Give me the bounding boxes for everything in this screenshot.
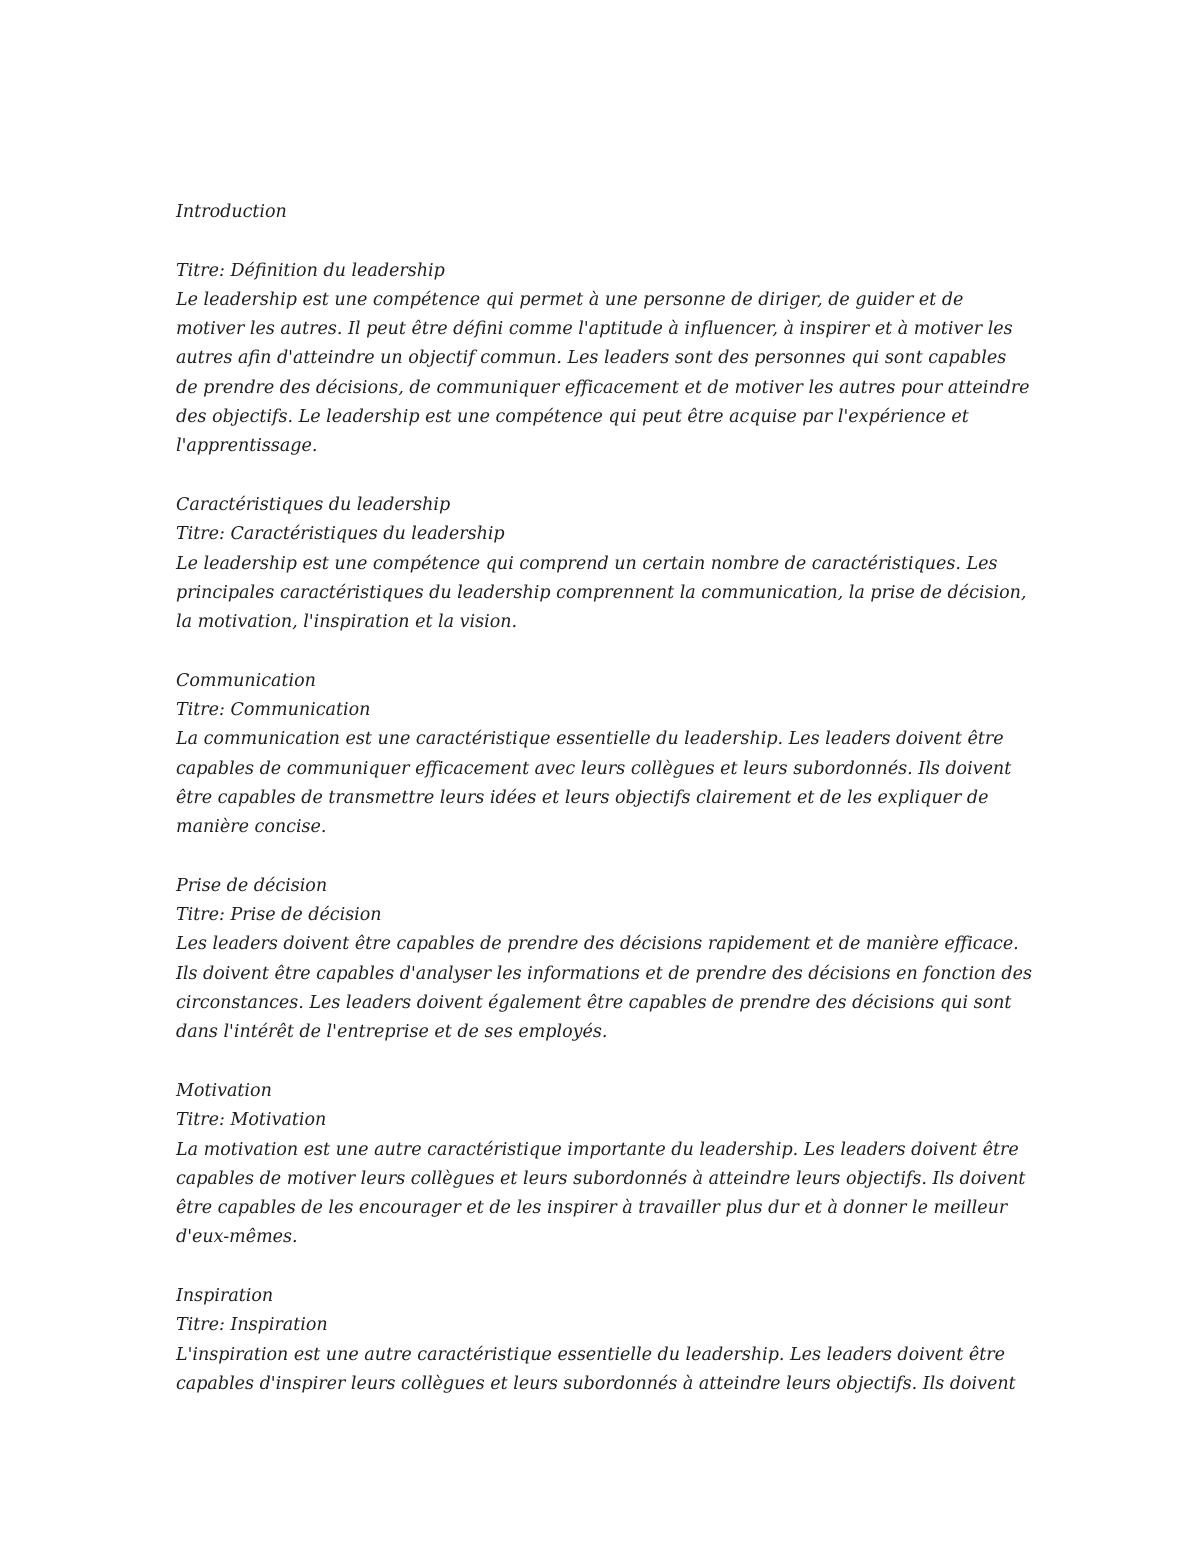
section-communication	[176, 667, 1036, 843]
section-heading: Prise de décision	[176, 875, 328, 896]
section-inspiration	[176, 1282, 1036, 1399]
body-line: l'apprentissage.	[176, 436, 318, 457]
body-line: capables de communiquer efficacement avec leurs collègues et leurs subordonnés. Ils doivent	[176, 758, 1012, 779]
body-line: La motivation est une autre caractéristique importante du leadership. Les leaders doivent être	[176, 1139, 1019, 1160]
body-line: dans l'intérêt de l'entreprise et de ses employés.	[176, 1022, 608, 1043]
section-heading: Inspiration	[176, 1285, 274, 1306]
body-line: Le leadership est une compétence qui comprend un certain nombre de caractéristiques. Les	[176, 553, 998, 574]
body-line: Les leaders doivent être capables de prendre des décisions rapidement et de manière efficace.	[176, 934, 1019, 955]
body-line: autres afin d'atteindre un objectif commun. Les leaders sont des personnes qui sont capables	[176, 348, 1007, 369]
section-heading: Motivation	[176, 1080, 272, 1101]
section-title: Titre: Communication	[176, 700, 371, 721]
section-definition	[176, 257, 1036, 462]
body-line: circonstances. Les leaders doivent également être capables de prendre des décisions qui sont	[176, 993, 1012, 1014]
section-heading: Introduction	[176, 202, 287, 222]
section-title: Titre: Inspiration	[176, 1315, 328, 1336]
body-line: la motivation, l'inspiration et la vision.	[176, 612, 518, 633]
body-line: motiver les autres. Il peut être défini comme l'aptitude à influencer, à inspirer et à motiver les	[176, 319, 1013, 340]
body-line: Le leadership est une compétence qui permet à une personne de diriger, de guider et de	[176, 289, 964, 310]
section-title: Titre: Caractéristiques du leadership	[176, 524, 505, 545]
section-title: Titre: Motivation	[176, 1110, 327, 1131]
body-line: capables de motiver leurs collègues et leurs subordonnés à atteindre leurs objectifs. Ils doivent	[176, 1168, 1026, 1189]
section-title: Titre: Définition du leadership	[176, 260, 445, 281]
section-title: Titre: Prise de décision	[176, 905, 382, 926]
section-motivation	[176, 1077, 1036, 1253]
body-line: être capables de les encourager et de les inspirer à travailler plus dur et à donner le meilleur	[176, 1198, 1008, 1219]
section-heading: Caractéristiques du leadership	[176, 494, 451, 515]
section-caracteristiques	[176, 491, 1036, 637]
body-line: capables d'inspirer leurs collègues et leurs subordonnés à atteindre leurs objectifs. Ils doivent	[176, 1373, 1016, 1394]
body-line: La communication est une caractéristique essentielle du leadership. Les leaders doivent être	[176, 729, 1004, 750]
body-line: L'inspiration est une autre caractéristique essentielle du leadership. Les leaders doivent être	[176, 1344, 1005, 1365]
document-body	[176, 198, 1036, 1428]
section-introduction	[176, 198, 1036, 227]
body-line: de prendre des décisions, de communiquer efficacement et de motiver les autres pour atteindre	[176, 377, 1030, 398]
body-line: des objectifs. Le leadership est une compétence qui peut être acquise par l'expérience et	[176, 407, 969, 428]
body-line: Ils doivent être capables d'analyser les informations et de prendre des décisions en fonction des	[176, 963, 1032, 984]
body-line: d'eux-mêmes.	[176, 1227, 298, 1248]
section-heading: Communication	[176, 670, 316, 691]
body-line: manière concise.	[176, 817, 327, 838]
body-line: principales caractéristiques du leadership comprennent la communication, la prise de décision,	[176, 582, 1027, 603]
body-line: être capables de transmettre leurs idées et leurs objectifs clairement et de les expliquer de	[176, 787, 989, 808]
section-prise-de-decision	[176, 872, 1036, 1048]
